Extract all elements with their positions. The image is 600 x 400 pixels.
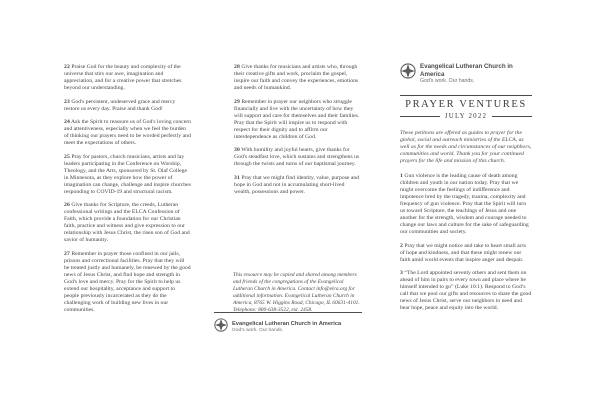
elca-emblem-icon: [400, 63, 416, 84]
org-tagline: God's work. Our hands.: [420, 78, 475, 84]
item-text: Remember in prayer those confined in our jails, prisons and correctional facilities. Pray that they will be treated justly and humanely, be renewed by the good news of Jesus Christ, and find hope and strength in God's love and mercy. Pray for the Spirit to help us extend our hospitality, acceptance and support to people previously incarcerated as they do the challenging work of building new lives in our communities.: [64, 250, 191, 313]
item-number: 30: [234, 147, 240, 153]
copyright-notice: This resource may be copied and shared among members and friends of the congregations of the Evangelical Lutheran Church in America. Contact info@elca.org for additional information. Evangelical Lutheran Church in America, 8765 W. Higgins Road, Chicago, IL 60631-4101. Telephone: 800-638-3522, ext. 2458.: [233, 272, 360, 313]
right-column: [400, 63, 532, 319]
item-text: God's persistent, undeserved grace and mercy restore us every day. Praise and thank God!: [64, 98, 176, 112]
item-number: 28: [234, 64, 240, 70]
elca-logo-top: [400, 63, 532, 84]
middle-column: [234, 64, 361, 202]
item-number: 26: [64, 202, 70, 208]
prayer-item-24: [64, 119, 191, 147]
item-text: Remember in prayer our neighbors who struggle financially and live with the uncertainty of how they will support and care for themselves and their families. Pray that the Spirit will inspire us to respond with respect for their dignity and to affirm our interdependence as children of God.: [234, 98, 360, 140]
rule-right: [492, 116, 532, 117]
item-number: 29: [234, 98, 240, 105]
prayer-item-31: [234, 175, 361, 196]
item-text: Praise God for the beauty and complexity of the universe that stirs our awe, imagination and appreciation, and for a creative power that stretches beyond our understanding.: [64, 64, 182, 91]
item-text: Give thanks for musicians and artists who, through their creative gifts and work, proclaim the gospel, inspire our faith and convey the experiences, emotions and needs of humankind.: [234, 64, 359, 91]
prayer-item-27: [64, 251, 191, 314]
elca-emblem-icon: [214, 318, 228, 337]
item-number: 25: [64, 153, 70, 160]
page-title: PRAYER VENTURES: [405, 99, 527, 110]
issue-date: JULY 2022: [444, 113, 488, 120]
left-column: [64, 64, 191, 320]
item-number: 23: [64, 98, 70, 105]
item-text: Give thanks for Scripture, the creeds, Lutheran confessional writings and the ELCA Confession of Faith, which provide a foundation for our Christian faith, practice and witness and give expression to our relationship with Jesus Christ, the risen son of God and savior of humanity.: [64, 202, 190, 243]
prayer-item-2: [400, 243, 532, 264]
prayer-item-1: [400, 173, 532, 236]
prayer-item-23: [64, 99, 191, 113]
prayer-item-25: [64, 154, 191, 196]
item-text: Pray for pastors, church musicians, artists and lay leaders participating in the Conference on Worship, Theology, and the Arts, sponsored by St. Olaf College in Minnesota, as they explore how the power of imagination can change, challenge and inspire churches responding to COVID-19 and structural racism.: [64, 153, 191, 195]
prayer-item-30: [234, 147, 361, 168]
elca-logo: [214, 318, 362, 337]
item-number: 2: [400, 242, 403, 249]
item-number: 31: [234, 174, 240, 181]
item-text: Gun violence is the leading cause of death among children and youth in our nation today. Pray that we might overcome the feelings of indifference and impotence bred by the tragedy, trauma, complexity and frequency of gun violence. Pray that the Spirit will turn us toward Scripture, the teachings of Jesus and one another for the strength, wisdom and courage needed to change our laws and culture for the sake of safeguarding our communities and society.: [400, 173, 529, 235]
rule-left: [400, 116, 440, 117]
org-name: Evangelical Lutheran Church in America: [232, 321, 342, 327]
item-number: 24: [64, 119, 70, 125]
item-text: “The Lord appointed seventy others and sent them on ahead of him in pairs to every town and place where he himself intended to go” (Luke 10:1). Respond to God’s call that we pool our gifts and resources to share the good news of Jesus Christ, serve our neighbors in need and bear hope, peace and equity into the world.: [400, 270, 532, 311]
prayer-item-3: [400, 270, 532, 312]
footer-logo-block: [214, 312, 362, 337]
item-text: Ask the Spirit to reassure us of God's loving concern and attentiveness, especially when we feel the burden of thinking our prayers need to be worded perfectly and meet the expectations of others.: [64, 119, 191, 146]
prayer-item-29: [234, 99, 361, 141]
item-number: 3: [400, 270, 403, 276]
item-text: Pray that we might notice and take to heart small acts of hope and kindness, and that these might renew our faith amid world events that inspire anger and despair.: [400, 242, 526, 263]
item-number: 27: [64, 250, 70, 257]
item-number: 1: [400, 173, 403, 179]
org-tagline: God's work. Our hands.: [232, 328, 284, 333]
item-text: Pray that we might find identity, value, purpose and hope in God and not in accumulating short-lived wealth, possessions and power.: [234, 174, 360, 195]
prayer-item-28: [234, 64, 361, 92]
item-text: With humility and joyful hearts, give thanks for God's steadfast love, which sustains and strengthens us through the twists and turns of our baptismal journey.: [234, 147, 360, 167]
intro-paragraph: These petitions are offered as guides to prayer for the global, social and outreach ministries of the ELCA, as well as for the needs and circumstances of our neighbors, communities and world. Thank you for your continued prayers for the life and mission of this church.: [400, 130, 532, 164]
item-number: 22: [64, 64, 70, 70]
masthead: [400, 95, 532, 121]
org-name: Evangelical Lutheran Church in America: [420, 63, 513, 78]
prayer-item-22: [64, 64, 191, 92]
prayer-item-26: [64, 202, 191, 244]
